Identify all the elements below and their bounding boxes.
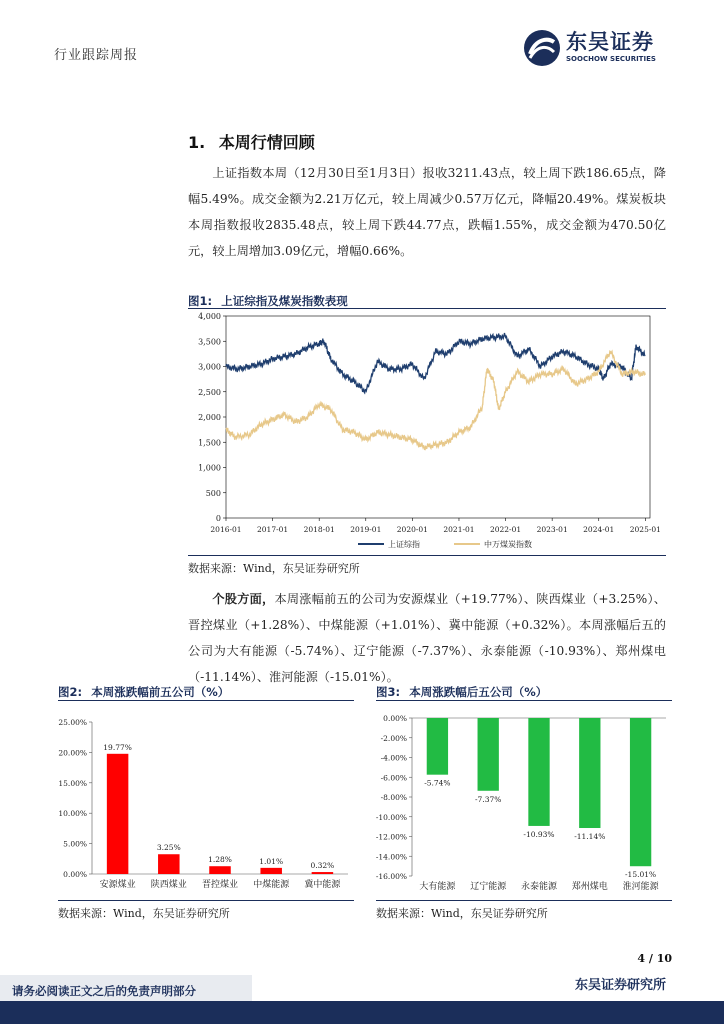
figure-2-rule [58, 700, 354, 701]
x-tick-label: 2017-01 [257, 525, 289, 534]
y-tick-label: -12.00% [376, 832, 407, 842]
data-label: -5.74% [424, 778, 451, 788]
y-tick-label: -8.00% [380, 793, 407, 802]
bar [478, 718, 499, 791]
y-tick-label: -14.00% [376, 852, 407, 862]
y-tick-label: -10.00% [376, 812, 407, 822]
y-tick-label: 2,000 [198, 413, 221, 422]
data-label: 1.01% [259, 856, 284, 866]
figure-1-rule [188, 308, 666, 309]
bar [312, 872, 334, 874]
stock-paragraph-text [188, 586, 666, 690]
x-tick-label: 2025-01 [629, 525, 661, 534]
x-tick-label: 2016-01 [210, 525, 242, 534]
y-tick-label: 20.00% [58, 748, 87, 758]
category-label: 郑州煤电 [571, 882, 608, 892]
y-tick-label: 10.00% [58, 809, 87, 819]
data-label: 1.28% [208, 855, 232, 865]
figure-3-title: 本周涨跌幅后五公司（%） [409, 685, 548, 699]
category-label: 大有能源 [419, 882, 456, 892]
data-label: 0.32% [310, 861, 335, 871]
top-five-bar-chart [58, 702, 354, 900]
figure-3-rule [376, 700, 672, 701]
y-tick-label: 4,000 [198, 312, 221, 321]
figure-2-title: 本周涨跌幅前五公司（%） [91, 685, 230, 699]
section-heading [188, 130, 315, 153]
category-label: 淮河能源 [622, 882, 659, 892]
figure-2-label: 图2: [58, 685, 83, 699]
y-tick-label: 15.00% [58, 778, 87, 788]
x-tick-label: 2018-01 [303, 525, 335, 534]
logo-text-cn: 东吴证券 [566, 30, 654, 54]
data-label: 19.77% [103, 742, 132, 752]
x-tick-label: 2024-01 [583, 525, 615, 534]
category-label: 冀中能源 [304, 880, 341, 890]
figure-1-label: 图1: [188, 294, 213, 308]
bar [579, 718, 600, 828]
page-number: 4 / 10 [637, 952, 672, 965]
bar [107, 754, 129, 874]
section-number: 1. [188, 133, 206, 152]
series-line-1 [226, 333, 645, 393]
figure-2-bottom-rule [58, 900, 354, 901]
x-tick-label: 2021-01 [443, 525, 475, 534]
bar [158, 854, 180, 874]
bottom-five-bar-chart [376, 702, 672, 900]
footer-bar [0, 1001, 724, 1024]
y-tick-label: 1,500 [198, 438, 221, 448]
market-review-paragraph [188, 160, 666, 264]
bar [528, 718, 549, 826]
y-tick-label: 0 [215, 514, 221, 523]
stock-paragraph [188, 586, 666, 690]
figure-3-bottom-rule [376, 900, 672, 901]
disclaimer-text: 请务必阅读正文之后的免责声明部分 [12, 984, 196, 998]
figure-1-caption [188, 290, 666, 309]
legend-label: 中万煤炭指数 [484, 540, 532, 549]
logo-mark-icon [522, 28, 562, 68]
y-tick-label: 2,500 [198, 387, 221, 397]
data-label: -10.93% [523, 829, 555, 839]
y-tick-label: 0.00% [383, 714, 407, 723]
category-label: 永泰能源 [520, 882, 558, 892]
figure-1-source: 数据来源：Wind，东吴证券研究所 [188, 562, 360, 575]
figure-2-caption [58, 681, 358, 700]
logo-text-en: SOOCHOW SECURITIES [566, 55, 656, 63]
y-tick-label: 25.00% [58, 718, 87, 727]
x-tick-label: 2020-01 [396, 525, 428, 534]
category-label: 辽宁能源 [470, 882, 507, 892]
bar [260, 868, 282, 874]
y-tick-label: -16.00% [376, 872, 407, 881]
brand-logo [522, 26, 672, 70]
paragraph-text: 上证指数本周（12月30日至1月3日）报收3211.43点，较上周下跌186.65点，降幅5.49%。成交金额为2.21万亿元，较上周减少0.57万亿元，降幅20.49%。煤炭板块本周指数报收2835.48点，较上周下跌44.77点，跌幅1.55%，成交金额为470.50亿元，较上周增加3.09亿元，增幅0.66%。 [188, 166, 666, 258]
index-line-chart [188, 310, 670, 556]
report-category: 行业跟踪周报 [54, 48, 139, 63]
stock-paragraph-lead: 个股方面， [212, 592, 275, 606]
y-tick-label: 1,000 [198, 463, 221, 473]
y-tick-label: 3,000 [198, 362, 221, 372]
category-label: 中煤能源 [253, 880, 290, 890]
category-label: 安源煤业 [99, 880, 136, 890]
data-label: -15.01% [625, 870, 657, 880]
figure-2-source: 数据来源：Wind，东吴证券研究所 [58, 907, 230, 920]
figure-3-caption [376, 681, 676, 700]
stock-paragraph-body: 本周涨幅前五的公司为安源煤业（+19.77%）、陕西煤业（+3.25%）、晋控煤业（+1.28%）、中煤能源（+1.01%）、冀中能源（+0.32%）。本周涨幅后五的公司为大有能源（-5.74%）、辽宁能源（-7.37%）、永泰能源（-10.93%）、郑州煤电（-11.14%）、淮河能源（-15.01%）。 [188, 592, 666, 684]
data-label: -7.37% [475, 794, 502, 804]
y-tick-label: 500 [205, 488, 221, 498]
figure-3-label: 图3: [376, 685, 401, 699]
y-tick-label: -4.00% [380, 753, 407, 763]
figure-1-bottom-rule [188, 555, 666, 556]
bar [209, 866, 231, 874]
data-label: 3.25% [156, 843, 181, 853]
x-tick-label: 2022-01 [489, 525, 522, 534]
figure-3-source: 数据来源：Wind，东吴证券研究所 [376, 907, 548, 920]
footer-org: 东吴证券研究所 [574, 978, 666, 993]
x-tick-label: 2023-01 [536, 525, 568, 534]
section-title: 本周行情回顾 [218, 133, 315, 152]
y-tick-label: -2.00% [380, 733, 407, 743]
category-label: 陕西煤业 [150, 880, 187, 890]
category-label: 晋控煤业 [201, 880, 239, 890]
y-tick-label: 0.00% [63, 870, 87, 879]
x-tick-label: 2019-01 [350, 525, 382, 534]
legend-label: 上证综指 [388, 540, 420, 549]
figure-1-title: 上证综指及煤炭指数表现 [221, 294, 348, 308]
bar [427, 718, 448, 775]
y-tick-label: -6.00% [380, 773, 407, 783]
bar [630, 718, 651, 866]
series-line-2 [226, 351, 645, 449]
data-label: -11.14% [574, 832, 606, 842]
y-tick-label: 3,500 [198, 337, 221, 347]
y-tick-label: 5.00% [63, 839, 87, 849]
